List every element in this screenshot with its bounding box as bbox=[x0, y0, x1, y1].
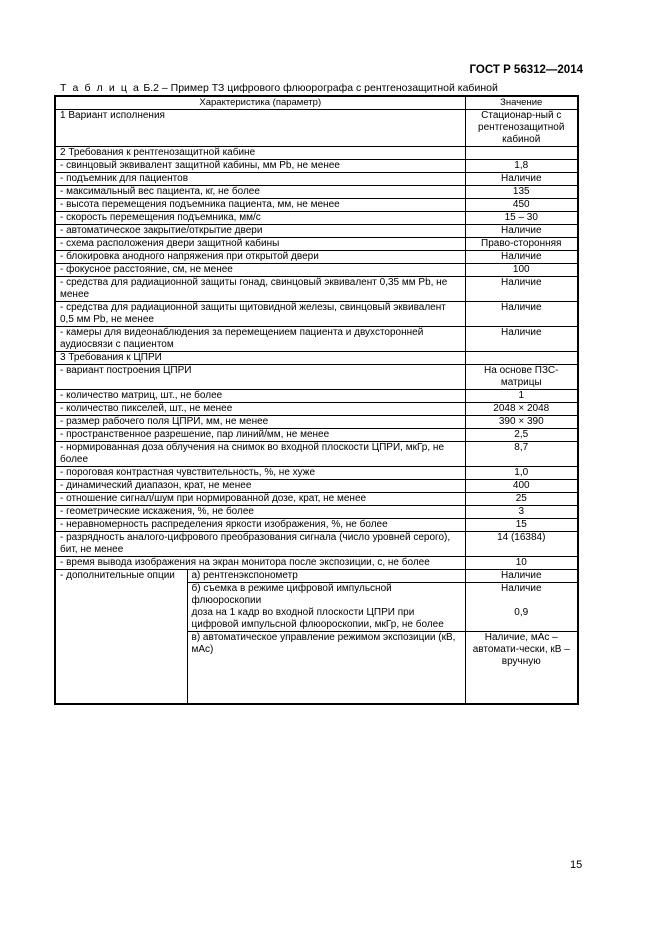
table-row bbox=[55, 493, 578, 506]
option-a-value: Наличие bbox=[465, 570, 578, 583]
table-row bbox=[55, 225, 578, 238]
value-cell: 135 bbox=[465, 186, 578, 199]
param-cell: - блокировка анодного напряжения при открытой двери bbox=[55, 251, 465, 264]
table-header-row bbox=[55, 96, 578, 110]
table-row bbox=[55, 429, 578, 442]
value-cell: 3 bbox=[465, 506, 578, 519]
param-cell: - скорость перемещения подъемника, мм/с bbox=[55, 212, 465, 225]
table-row bbox=[55, 160, 578, 173]
param-cell: 3 Требования к ЦПРИ bbox=[55, 352, 465, 365]
option-b-text: б) съемка в режиме цифровой импульсной флюороскопии bbox=[191, 583, 392, 606]
table-row bbox=[55, 110, 578, 147]
table-row bbox=[55, 365, 578, 390]
param-cell: - камеры для видеонаблюдения за перемещением пациента и двухсторонней аудиосвязи с пациентом bbox=[55, 327, 465, 352]
param-cell: - динамический диапазон, крат, не менее bbox=[55, 480, 465, 493]
value-cell: 8,7 bbox=[465, 442, 578, 467]
value-cell: 390 × 390 bbox=[465, 416, 578, 429]
table-row bbox=[55, 480, 578, 493]
table-row bbox=[55, 238, 578, 251]
param-cell: - фокусное расстояние, см, не менее bbox=[55, 264, 465, 277]
value-cell: Наличие bbox=[465, 225, 578, 238]
param-cell: - высота перемещения подъемника пациента, мм, не менее bbox=[55, 199, 465, 212]
section-row bbox=[55, 352, 578, 365]
param-cell: - подъемник для пациентов bbox=[55, 173, 465, 186]
value-cell: 400 bbox=[465, 480, 578, 493]
param-cell: - количество пикселей, шт., не менее bbox=[55, 403, 465, 416]
table-row bbox=[55, 251, 578, 264]
table-row bbox=[55, 519, 578, 532]
option-b-dose-value: 0,9 bbox=[514, 607, 529, 618]
spec-table bbox=[54, 95, 579, 705]
param-cell: - средства для радиационной защиты щитовидной железы, свинцовый эквивалент 0,5 мм Pb, не менее bbox=[55, 302, 465, 327]
param-cell: - свинцовый эквивалент защитной кабины, мм Pb, не менее bbox=[55, 160, 465, 173]
param-cell: - пространственное разрешение, пар линий/мм, не менее bbox=[55, 429, 465, 442]
param-cell: - нормированная доза облучения на снимок во входной плоскости ЦПРИ, мкГр, не более bbox=[55, 442, 465, 467]
table-row bbox=[55, 302, 578, 327]
value-cell: 25 bbox=[465, 493, 578, 506]
param-cell: - схема расположения двери защитной кабины bbox=[55, 238, 465, 251]
param-cell: 2 Требования к рентгенозащитной кабине bbox=[55, 147, 465, 160]
table-row bbox=[55, 532, 578, 557]
value-cell: Стационар-ный с рентгенозащитной кабиной bbox=[465, 110, 578, 147]
option-b-value bbox=[465, 583, 578, 632]
table-row bbox=[55, 199, 578, 212]
param-cell: - разрядность аналого-цифрового преобразования сигнала (число уровней серого), бит, не менее bbox=[55, 532, 465, 557]
table-row bbox=[55, 212, 578, 225]
option-b-value-text: Наличие bbox=[500, 583, 542, 594]
caption-label: Т а б л и ц а bbox=[60, 82, 141, 94]
value-cell bbox=[465, 147, 578, 160]
table-row bbox=[55, 506, 578, 519]
param-cell: - время вывода изображения на экран монитора после экспозиции, с, не более bbox=[55, 557, 465, 570]
value-cell: 15 bbox=[465, 519, 578, 532]
param-cell: - геометрические искажения, %, не более bbox=[55, 506, 465, 519]
value-cell: Наличие bbox=[465, 251, 578, 264]
table-row bbox=[55, 264, 578, 277]
document-header: ГОСТ Р 56312—2014 bbox=[469, 64, 583, 76]
options-label: - дополнительные опции bbox=[55, 570, 187, 704]
page-number: 15 bbox=[570, 859, 583, 871]
value-cell: Наличие bbox=[465, 173, 578, 186]
value-cell: Наличие bbox=[465, 277, 578, 302]
option-b-param bbox=[187, 583, 465, 632]
value-cell: 15 – 30 bbox=[465, 212, 578, 225]
table-row bbox=[55, 467, 578, 480]
caption-text: Б.2 – Пример ТЗ цифрового флюорографа с рентгенозащитной кабиной bbox=[140, 82, 498, 94]
value-cell: 2048 × 2048 bbox=[465, 403, 578, 416]
table-row bbox=[55, 416, 578, 429]
table-row bbox=[55, 403, 578, 416]
column-header-param: Характеристика (параметр) bbox=[55, 96, 465, 110]
option-c-param: в) автоматическое управление режимом экспозиции (кВ, мАс) bbox=[187, 632, 465, 704]
value-cell: 10 bbox=[465, 557, 578, 570]
section-row bbox=[55, 147, 578, 160]
value-cell: Наличие bbox=[465, 302, 578, 327]
options-row bbox=[55, 570, 578, 583]
value-cell: На основе ПЗС-матрицы bbox=[465, 365, 578, 390]
param-cell: - пороговая контрастная чувствительность, %, не хуже bbox=[55, 467, 465, 480]
param-cell: - отношение сигнал/шум при нормированной дозе, крат, не менее bbox=[55, 493, 465, 506]
param-cell: - вариант построения ЦПРИ bbox=[55, 365, 465, 390]
value-cell: 1,0 bbox=[465, 467, 578, 480]
param-cell: 1 Вариант исполнения bbox=[55, 110, 465, 147]
table-row bbox=[55, 442, 578, 467]
table-row bbox=[55, 173, 578, 186]
param-cell: - максимальный вес пациента, кг, не более bbox=[55, 186, 465, 199]
param-cell: - средства для радиационной защиты гонад, свинцовый эквивалент 0,35 мм Pb, не менее bbox=[55, 277, 465, 302]
param-cell: - количество матриц, шт., не более bbox=[55, 390, 465, 403]
value-cell bbox=[465, 352, 578, 365]
table-caption bbox=[60, 82, 498, 94]
table-row bbox=[55, 557, 578, 570]
value-cell: 1,8 bbox=[465, 160, 578, 173]
table-row bbox=[55, 186, 578, 199]
value-cell: 1 bbox=[465, 390, 578, 403]
value-cell: Право-сторонняя bbox=[465, 238, 578, 251]
option-a-param: а) рентгенэкспонометр bbox=[187, 570, 465, 583]
value-cell: 14 (16384) bbox=[465, 532, 578, 557]
param-cell: - неравномерность распределения яркости изображения, %, не более bbox=[55, 519, 465, 532]
value-cell: 2,5 bbox=[465, 429, 578, 442]
column-header-value: Значение bbox=[465, 96, 578, 110]
param-cell: - размер рабочего поля ЦПРИ, мм, не менее bbox=[55, 416, 465, 429]
option-c-value: Наличие, мАс – автомати-чески, кВ – вручную bbox=[465, 632, 578, 704]
table-row bbox=[55, 327, 578, 352]
option-b-dose-text: доза на 1 кадр во входной плоскости ЦПРИ при цифровой импульсной флюороскопии, мкГр, не более bbox=[191, 607, 444, 630]
table-row bbox=[55, 277, 578, 302]
value-cell: Наличие bbox=[465, 327, 578, 352]
param-cell: - автоматическое закрытие/открытие двери bbox=[55, 225, 465, 238]
value-cell: 450 bbox=[465, 199, 578, 212]
value-cell: 100 bbox=[465, 264, 578, 277]
table-row bbox=[55, 390, 578, 403]
